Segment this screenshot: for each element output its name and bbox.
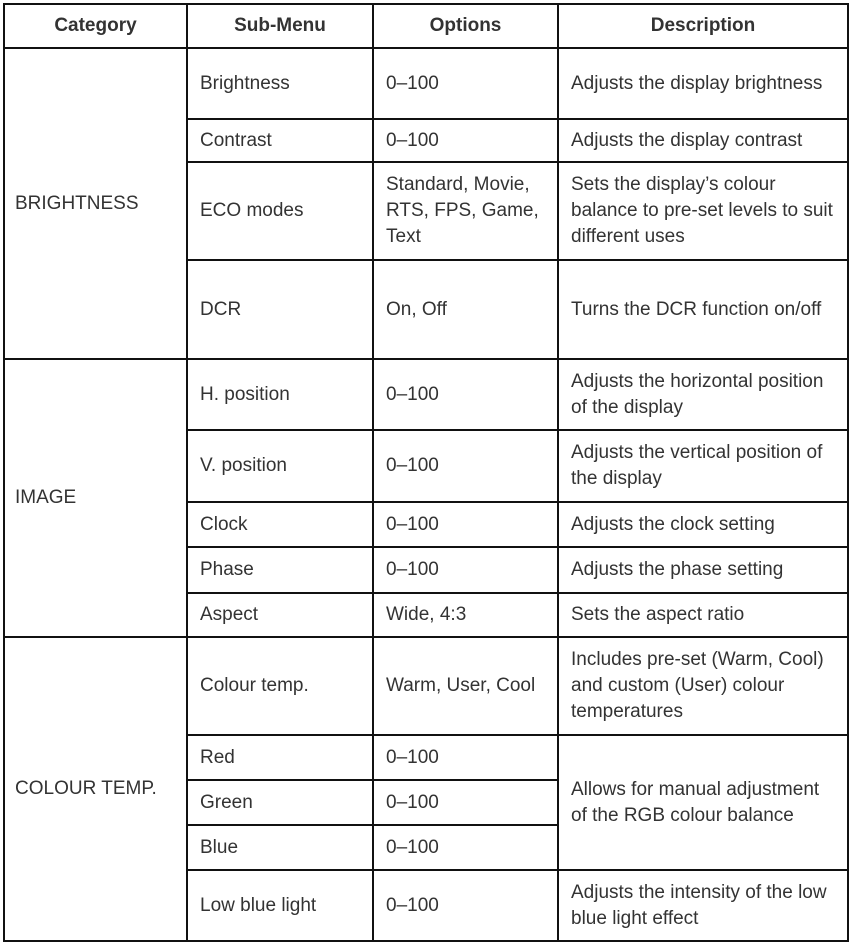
description-cell: Sets the aspect ratio [558, 593, 848, 637]
description-cell: Includes pre-set (Warm, Cool) and custom (User) colour temperatures [558, 637, 848, 735]
options-cell: 0–100 [373, 48, 558, 119]
sub-menu-cell: Low blue light [187, 870, 373, 941]
table-row [4, 637, 848, 735]
sub-menu-cell: Blue [187, 825, 373, 870]
header-sub-menu: Sub-Menu [187, 4, 373, 48]
table-row [4, 48, 848, 119]
description-cell: Adjusts the vertical position of the display [558, 430, 848, 502]
sub-menu-cell: V. position [187, 430, 373, 502]
options-cell: 0–100 [373, 119, 558, 162]
options-cell: 0–100 [373, 780, 558, 825]
menu-settings-table [3, 3, 849, 942]
header-category: Category [4, 4, 187, 48]
options-cell: 0–100 [373, 430, 558, 502]
category-cell: BRIGHTNESS [4, 48, 187, 359]
table-header-row [4, 4, 848, 48]
description-cell: Sets the display’s colour balance to pre-set levels to suit different uses [558, 162, 848, 260]
sub-menu-cell: ECO modes [187, 162, 373, 260]
header-description: Description [558, 4, 848, 48]
sub-menu-cell: Contrast [187, 119, 373, 162]
description-cell: Allows for manual adjustment of the RGB colour balance [558, 735, 848, 870]
description-cell: Adjusts the intensity of the low blue light effect [558, 870, 848, 941]
sub-menu-cell: Green [187, 780, 373, 825]
options-cell: 0–100 [373, 735, 558, 780]
description-cell: Adjusts the display brightness [558, 48, 848, 119]
header-options: Options [373, 4, 558, 48]
options-cell: 0–100 [373, 359, 558, 430]
options-cell: 0–100 [373, 825, 558, 870]
category-cell: COLOUR TEMP. [4, 637, 187, 941]
sub-menu-cell: Colour temp. [187, 637, 373, 735]
sub-menu-cell: Clock [187, 502, 373, 547]
options-cell: Wide, 4:3 [373, 593, 558, 637]
sub-menu-cell: H. position [187, 359, 373, 430]
category-cell: IMAGE [4, 359, 187, 637]
options-cell: 0–100 [373, 502, 558, 547]
description-cell: Adjusts the display contrast [558, 119, 848, 162]
options-cell: 0–100 [373, 547, 558, 593]
sub-menu-cell: Aspect [187, 593, 373, 637]
description-cell: Turns the DCR function on/off [558, 260, 848, 359]
sub-menu-cell: Phase [187, 547, 373, 593]
sub-menu-cell: Brightness [187, 48, 373, 119]
table-row [4, 359, 848, 430]
sub-menu-cell: DCR [187, 260, 373, 359]
options-cell: Standard, Movie, RTS, FPS, Game, Text [373, 162, 558, 260]
options-cell: On, Off [373, 260, 558, 359]
options-cell: 0–100 [373, 870, 558, 941]
sub-menu-cell: Red [187, 735, 373, 780]
description-cell: Adjusts the phase setting [558, 547, 848, 593]
description-cell: Adjusts the clock setting [558, 502, 848, 547]
description-cell: Adjusts the horizontal position of the display [558, 359, 848, 430]
options-cell: Warm, User, Cool [373, 637, 558, 735]
